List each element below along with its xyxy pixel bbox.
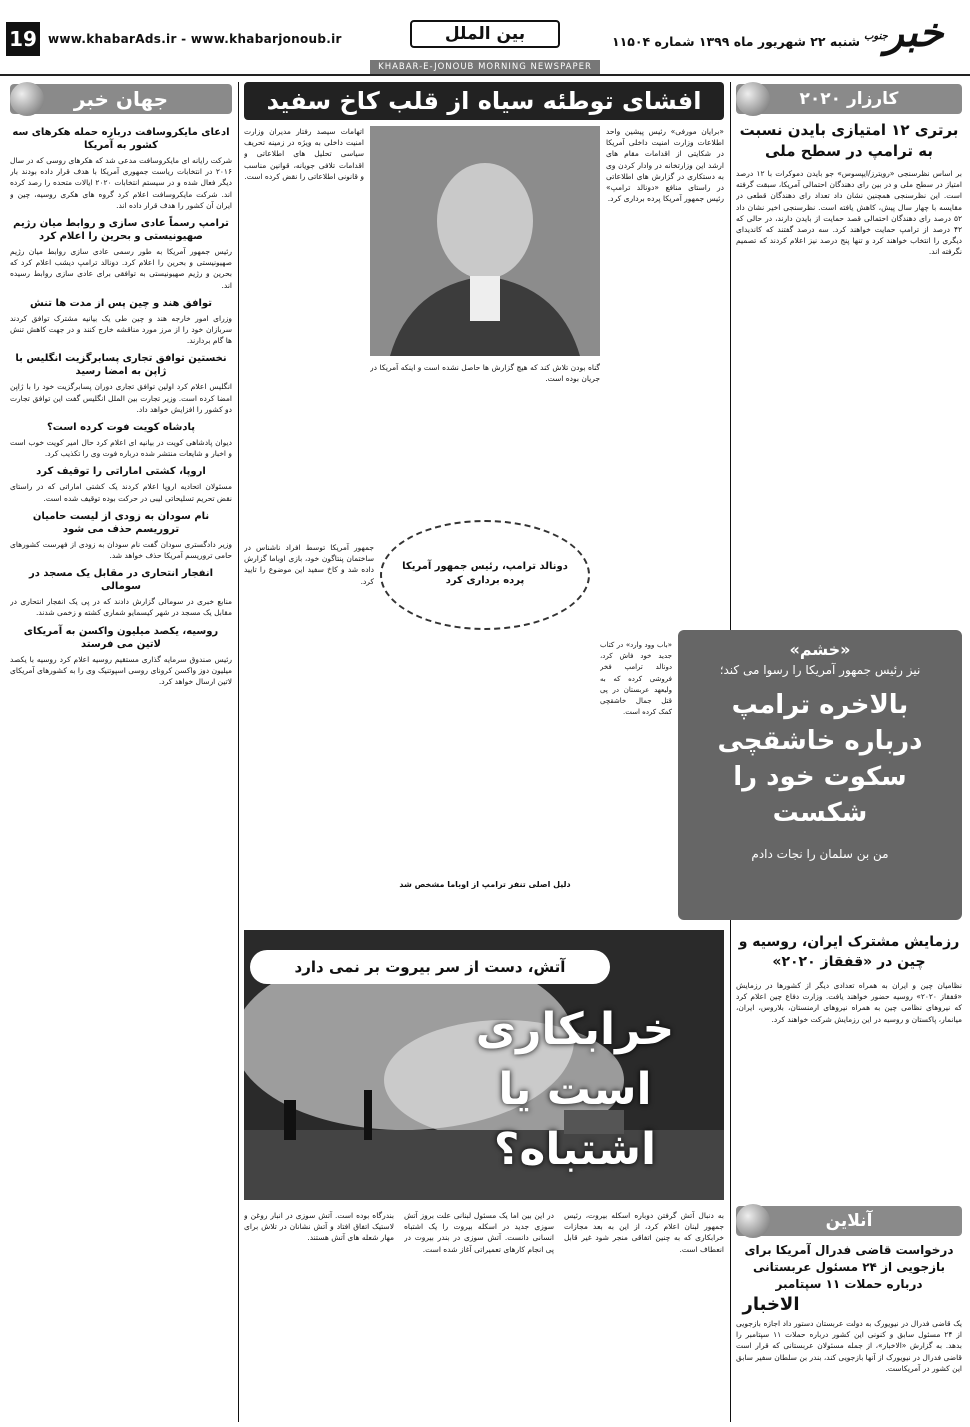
masthead [0, 0, 970, 76]
campaign-body [736, 168, 962, 608]
news-title: توافق هند و چین پس از مدت ها تنش [30, 297, 212, 309]
beirut-text-2: در این بین اما یک مسئول لبنانی علت بروز آتش سوزی جدید در اسکله بیروت را یک اشتباه انسانی دانست. آتش سوزی در بندر بیروت در پی انجام کارهای تعمیراتی آغاز شده است. [404, 1211, 554, 1254]
news-body: دیوان پادشاهی کویت در بیانیه ای اعلام کرد حال امیر کویت خوب است و اخبار و شایعات منتشر شده درباره فوت وی را تکذیب کرد. [10, 438, 232, 459]
news-item [10, 297, 232, 347]
news-body: وزرای امور خارجه هند و چین طی یک بیانیه مشترک توافق کردند سربازان خود را از مرز مورد مناقشه خارج کنند و در جهت کاهش تنش ها گام بردارند. [10, 313, 232, 346]
pullout-quote: من بن سلمان را نجات دادم [751, 847, 889, 861]
lead-body-3: جمهور آمریکا توسط افراد ناشناس در ساختمان پنتاگون خود، بازی اوباما گزارش داده شد و کاخ سفید این موضوع را تایید کرد. [244, 543, 374, 586]
online-text: یک قاضی فدرال در نیویورک به دولت عربستان دستور داد اجازه بازجویی از ۲۴ مسئول سابق و کنونی این کشور درباره حملات ۱۱ سپتامبر را بدهد. به گزارش «الاخبار»، از جمله مسئولان عربستانی که قرار است قاضی فدرال در نیویورک از آنها بازجویی کند، بندر بن سلطان سفیر سابق این کشور در آمریکاست. [736, 1319, 962, 1373]
campaign-title: برتری ۱۲ امتیازی بایدن نسبت به ترامپ در سطح ملی [739, 121, 959, 160]
lead-headline: افشای توطئه سیاه از قلب کاخ سفید [266, 87, 702, 115]
pullout-line1: نیز رئیس جمهور آمریکا را رسوا می کند؛ [719, 663, 921, 677]
website-urls[interactable]: www.khabarAds.ir - www.khabarjonoub.ir [48, 32, 342, 46]
lead-col-center [370, 362, 600, 532]
news-body: وزیر دادگستری سودان گفت نام سودان به زودی از فهرست کشورهای حامی تروریسم آمریکا حذف خواهد شد. [10, 539, 232, 561]
pull-quote: دونالد ترامپ، رئیس جمهور آمریکا پرده برداری کرد [402, 561, 568, 586]
column-divider [238, 82, 239, 1422]
lead-body-1: «برایان مورفی» رئیس پیشین واحد اطلاعات وزارت امنیت داخلی آمریکا در شکایتی از اقدامات مقام های ارشد این وزارتخانه در وادار کردن وی به دستکاری در گزارش های اطلاعاتی در راستای منافع «دونالد ترامپ» رئیس جمهور آمریکا پرده برداری کرد. [606, 127, 724, 204]
english-strip: KHABAR-E-JONOUB MORNING NEWSPAPER [370, 60, 600, 74]
news-title: ترامپ رسماً عادی سازی و روابط میان رژیم صهیونیستی و بحرین را اعلام کرد [13, 218, 229, 243]
drill-body [736, 980, 962, 1200]
photo-caption: دلیل اصلی تنفر ترامپ از اوباما مشخص شد [399, 880, 571, 889]
drill-title: رزمایش مشترک ایران، روسیه و چین در «قفقاز ۲۰۲۰» [738, 934, 960, 970]
globe-icon [10, 82, 44, 116]
pullout-kicker: «خشم» [789, 640, 851, 659]
beirut-col-2 [404, 1210, 554, 1420]
page-number: 19 [6, 22, 40, 56]
news-title: اروپا، کشتی اماراتی را توقیف کرد [36, 466, 206, 478]
news-body: منابع خبری در سومالی گزارش دادند که در پی یک انفجار انتحاری در مقابل یک مسجد در شهر کیسمایو شماری کشته و زخمی شدند. [10, 597, 232, 618]
beirut-text-3: بندرگاه بوده است. آتش سوزی در انبار روغن و لاستیک اتفاق افتاد و آتش نشانان در تلاش برای مهار شعله های آتش هستند. [244, 1211, 394, 1243]
news-title: نخستین توافق تجاری پسابرگزیت انگلیس با ژاپن به امضا رسید [15, 353, 227, 378]
news-title: روسیه، یکصد میلیون واکسن به آمریکای لاتین می فرستد [23, 625, 219, 650]
lead-body-4: گناه بودن تلاش کند که هیچ گزارش ها حاصل نشده است و اینکه آمریکا در جریان بوده است. [370, 363, 600, 384]
pullout-text: «باب وود وارد» در کتاب جدید خود فاش کرد، دونالد ترامپ فخر فروشی کرده که به ولیعهد عربستان در پی قتل جمال خاشقچی کمک کرده است. [600, 641, 672, 717]
news-item [10, 465, 232, 503]
online-title: درخواست قاضی فدرال آمریکا برای بازجویی از ۲۴ مسئول عربستانی درباره حملات ۱۱ سپتامبر [744, 1243, 954, 1291]
source-logo: الاخبار [742, 1294, 800, 1315]
beirut-text-1: به دنبال آتش گرفتن دوباره اسکله بیروت، رئیس جمهور لبنان اعلام کرد، از این به بعد مجازات خرابکاری که به چنین اتفاقی منجر شود غیر قابل انعطاف است. [564, 1211, 724, 1254]
news-item [10, 625, 232, 688]
news-body: شرکت رایانه ای مایکروسافت مدعی شد که هکرهای روسی که در سال ۲۰۱۶ در انتخابات ریاست جمهوری آمریکا با هدف قرار داده بودند بار دیگر فعال شده و در سیستم انتخابات ۲۰۲۰ ایالات متحده را رصد کرده اند. شرکت مایکروسافت اعلام کرد گروه های هکری روسیه، چین و ایران آن کشور را هدف قرار داده اند. [10, 156, 232, 210]
news-item [10, 421, 232, 459]
portrait-illustration [370, 126, 600, 356]
lead-col-bottom-left [244, 542, 374, 922]
left-news-column [10, 120, 232, 1420]
lead-col-right [606, 126, 724, 536]
news-body: رئیس صندوق سرمایه گذاری مستقیم روسیه اعلام کرد روسیه با یکصد میلیون دوز واکسن کرونای روسی اسپوتنیک وی را به کشورهای آمریکای لاتین ارسال خواهد کرد. [10, 654, 232, 687]
news-item [10, 510, 232, 561]
globe-icon [736, 1204, 770, 1238]
news-item [10, 126, 232, 211]
lead-photo [370, 126, 600, 356]
left-banner: جهان خبر [10, 84, 232, 114]
beirut-col-1 [564, 1210, 724, 1420]
beirut-subtitle: آتش، دست از سر بیروت بر نمی دارد [250, 950, 610, 984]
dateline: شنبه ۲۲ شهریور ماه ۱۳۹۹ شماره ۱۱۵۰۴ [612, 34, 860, 49]
news-item [10, 217, 232, 291]
beirut-col-3 [244, 1210, 394, 1420]
news-item [10, 567, 232, 618]
campaign-text: بر اساس نظرسنجی «رویترز/ایپسوس» جو بایدن دموکرات با ۱۲ درصد امتیاز در سطح ملی و در بین رای دهندگان احتمالی آمریکا، سبقت گرفته است. این نظرسنجی همچنین نشان داد تعداد رای دهندگان قطعی در مقایسه با چهار سال پیش، کاهش یافته است. نظرسنجی اخیر نشان داد ۵۲ درصد رای دهندگان احتمالی قصد حمایت از بایدن دارند، در حالی که ۴۲ درصد از ترامپ حمایت خواهند کرد. سه درصد گفتند که کاندیدای دیگری را انتخاب خواهند کرد و تنها پنج درصد نیز اعلام کردند که تصمیم نگرفته اند. [736, 169, 962, 257]
drill-text: نظامیان چین و ایران به همراه تعدادی دیگر از کشورها در رزمایش «قفقاز ۲۰۲۰» روسیه حضور خواهند یافت. وزارت دفاع چین اعلام کرد که نیروهای نظامی چین به همراه نیروهای ارمنستان، بلاروس، ایران، میانمار، پاکستان و روسیه در این رزمایش شرکت خواهند کرد. [736, 981, 962, 1024]
newspaper-logo [864, 6, 964, 66]
logo-small-text: جنوب [864, 31, 888, 42]
campaign-banner: کارزار ۲۰۲۰ [736, 84, 962, 114]
news-body: انگلیس اعلام کرد اولین توافق تجاری دوران پسابرگزیت خود را با ژاپن امضا کرده است. وزیر تجارت بین الملل انگلیس گفت این توافق تجارت دو کشور را افزایش خواهد داد. [10, 382, 232, 414]
section-title: بین الملل [410, 20, 560, 48]
online-banner: آنلاین [736, 1206, 962, 1236]
lead-col-left [244, 126, 364, 536]
globe-icon [736, 82, 770, 116]
news-item [10, 352, 232, 415]
news-title: انفجار انتحاری در مقابل یک مسجد در سومالی [28, 568, 214, 593]
lead-body-2: اتهامات سیصد رفتار مدیران وزارت امنیت داخلی به ویژه در زمینه تحریف سیاسی تحلیل های اطلاعاتی و اقدامات تلافی جویانه، قوانین مناسب و قانونی اطلاعاتی را نقض کرده است. [244, 127, 364, 181]
online-body [736, 1318, 962, 1422]
news-title: نام سودان به زودی از لیست حامیان تروریسم حذف می شود [32, 510, 210, 535]
logo-text: خبر [884, 10, 944, 56]
beirut-headline: خرابکاری است یا اشتباه؟ [475, 1004, 675, 1175]
news-body: رئیس جمهور آمریکا به طور رسمی عادی سازی روابط میان رژیم صهیونیستی و بحرین را اعلام کرد. دونالد ترامپ دیشب اعلام کرد که بحرین و رژیم صهیونیستی به توافقی برای عادی سازی روابط رسیده اند. [10, 247, 232, 290]
pullout-body [600, 640, 672, 920]
pullout-headline: بالاخره ترامپ درباره خاشقچی سکوت خود را شکست [717, 690, 923, 828]
news-body: مسئولان اتحادیه اروپا اعلام کردند یک کشتی اماراتی که در راستای نقض تحریم تسلیحاتی لیبی در حرکت بوده توقیف شده است. [10, 482, 232, 503]
news-title: پادشاه کویت فوت کرده است؟ [46, 422, 196, 434]
pullout-content [690, 640, 950, 861]
news-title: ادعای مایکروسافت درباره حمله هکرهای سه کشور به آمریکا [12, 127, 230, 151]
